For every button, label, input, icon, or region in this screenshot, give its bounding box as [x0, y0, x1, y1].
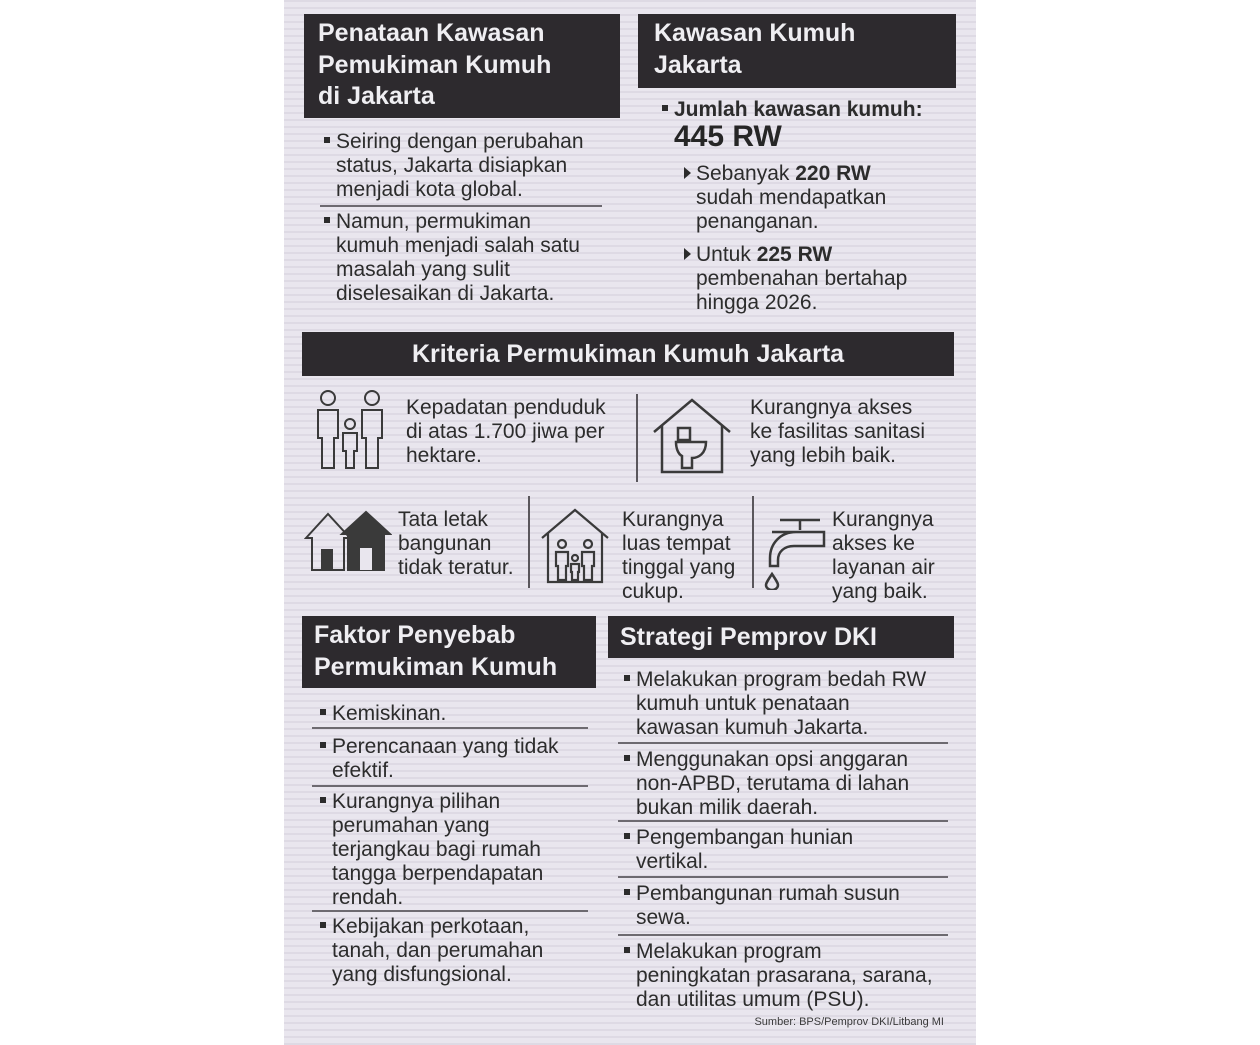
divider	[618, 742, 948, 744]
sub-value: 225 RW	[756, 243, 833, 266]
divider	[752, 496, 754, 588]
kawasan-sub-2	[682, 243, 952, 315]
text-line: Kurangnya akses	[750, 396, 913, 419]
text-line: Seiring dengan perubahan	[336, 130, 584, 153]
strategi-title: Strategi Pemprov DKI	[620, 623, 878, 651]
faktor-title-line: Permukiman Kumuh	[314, 652, 558, 681]
text-line: Melakukan program	[636, 940, 822, 963]
text-line: kumuh untuk penataan	[636, 691, 850, 715]
kriteria-2-text	[750, 396, 960, 468]
kriteria-1-text	[406, 396, 626, 468]
penataan-title-line: Penataan Kawasan	[318, 19, 545, 47]
text-span: Untuk	[696, 243, 757, 266]
divider	[312, 785, 588, 787]
text-line: tangga berpendapatan	[332, 861, 544, 885]
text-line	[696, 162, 952, 186]
text-line: kawasan kumuh Jakarta.	[636, 715, 869, 739]
strategi-bullet-4	[622, 882, 962, 930]
text-line: Tata letak	[398, 508, 488, 531]
infographic-page	[284, 0, 976, 1045]
text-line: terjangkau bagi rumah	[332, 837, 541, 861]
text-line: dan utilitas umum (PSU).	[636, 987, 870, 1011]
jumlah-kawasan	[660, 98, 960, 122]
text-line: yang disfungsional.	[332, 962, 512, 986]
text-line: tinggal yang	[622, 555, 736, 579]
text-line: penanganan.	[696, 209, 819, 233]
text-line: yang lebih baik.	[750, 443, 896, 467]
house-people-icon	[538, 506, 612, 584]
kriteria-3-text	[398, 508, 528, 580]
text-line: Kurangnya	[832, 508, 934, 531]
kriteria-title: Kriteria Permukiman Kumuh Jakarta	[411, 340, 845, 368]
jumlah-label: Jumlah kawasan kumuh:	[674, 98, 923, 121]
text-line: menjadi kota global.	[336, 177, 523, 201]
text-line: non-APBD, terutama di lahan	[636, 771, 910, 795]
kawasan-header	[638, 14, 956, 88]
text-line: Kemiskinan.	[332, 702, 447, 725]
source-credit: Sumber: BPS/Pemprov DKI/Litbang MI	[754, 1016, 944, 1028]
kriteria-header	[302, 332, 954, 376]
text-line: Pengembangan hunian	[636, 826, 854, 849]
sub-value: 220 RW	[795, 162, 871, 185]
faktor-bullet-1	[318, 702, 608, 726]
divider	[312, 727, 588, 729]
text-line: peningkatan prasarana, sarana,	[636, 963, 933, 987]
divider	[320, 205, 602, 207]
text-line: Kepadatan penduduk	[406, 396, 606, 419]
text-line: hingga 2026.	[696, 290, 818, 314]
divider	[618, 934, 948, 936]
houses-icon	[304, 504, 392, 572]
divider	[636, 394, 638, 482]
penataan-bullet-1	[322, 130, 622, 202]
penataan-header	[304, 14, 620, 118]
text-line: tanah, dan perumahan	[332, 938, 544, 962]
text-line: perumahan yang	[332, 813, 490, 837]
text-line: bukan milik daerah.	[636, 795, 819, 819]
text-line: sudah mendapatkan	[696, 185, 887, 209]
faucet-icon	[760, 512, 830, 590]
kriteria-5-text	[832, 508, 972, 604]
text-line: akses ke	[832, 531, 915, 555]
text-line: pembenahan bertahap	[696, 266, 908, 290]
strategi-bullet-5	[622, 940, 968, 1012]
faktor-bullet-2	[318, 735, 608, 783]
family-icon	[314, 388, 388, 472]
faktor-bullet-4	[318, 915, 608, 987]
text-line: Menggunakan opsi anggaran	[636, 748, 909, 771]
text-line: masalah yang sulit	[336, 257, 510, 281]
text-line: kumuh menjadi salah satu	[336, 233, 580, 257]
text-line: ke fasilitas sanitasi	[750, 419, 926, 443]
text-line: Melakukan program bedah RW	[636, 668, 927, 691]
text-line: Namun, permukiman	[336, 210, 531, 233]
text-line: Kurangnya	[622, 508, 724, 531]
text-line: diselesaikan di Jakarta.	[336, 281, 555, 305]
text-line: sewa.	[636, 905, 691, 929]
penataan-title-line: Pemukiman Kumuh	[318, 50, 552, 79]
text-line: yang baik.	[832, 579, 928, 603]
kawasan-title-line: Kawasan Kumuh	[654, 19, 856, 47]
text-line: luas tempat	[622, 531, 731, 555]
divider	[312, 910, 588, 912]
faktor-title-line: Faktor Penyebab	[314, 621, 516, 649]
text-line: status, Jakarta disiapkan	[336, 153, 568, 177]
divider	[618, 820, 948, 822]
text-line	[696, 243, 952, 267]
divider	[528, 496, 530, 588]
faktor-bullet-3	[318, 790, 608, 910]
jumlah-value: 445 RW	[674, 120, 782, 153]
text-line: efektif.	[332, 758, 394, 782]
penataan-bullet-2	[322, 210, 622, 306]
text-line: Pembangunan rumah susun	[636, 882, 900, 905]
strategi-bullet-2	[622, 748, 962, 820]
text-line: rendah.	[332, 885, 404, 909]
house-toilet-icon	[650, 396, 734, 476]
divider	[618, 876, 948, 878]
faktor-header	[302, 616, 596, 688]
strategi-bullet-1	[622, 668, 962, 740]
kawasan-title-line: Jakarta	[654, 50, 742, 79]
text-line: cukup.	[622, 579, 684, 603]
text-line: Kurangnya pilihan	[332, 790, 501, 813]
kriteria-4-text	[622, 508, 752, 604]
strategi-bullet-3	[622, 826, 962, 874]
text-line: hektare.	[406, 443, 482, 467]
text-line: tidak teratur.	[398, 555, 514, 579]
text-line: Kebijakan perkotaan,	[332, 915, 530, 938]
text-line: di atas 1.700 jiwa per	[406, 419, 605, 443]
kawasan-sub-1	[682, 162, 952, 234]
text-line: Perencanaan yang tidak	[332, 735, 559, 758]
strategi-header	[608, 616, 954, 658]
penataan-title-line: di Jakarta	[318, 82, 435, 110]
text-line: layanan air	[832, 555, 935, 579]
text-line: vertikal.	[636, 849, 709, 873]
text-line: bangunan	[398, 531, 492, 555]
text-span: Sebanyak	[696, 162, 796, 185]
